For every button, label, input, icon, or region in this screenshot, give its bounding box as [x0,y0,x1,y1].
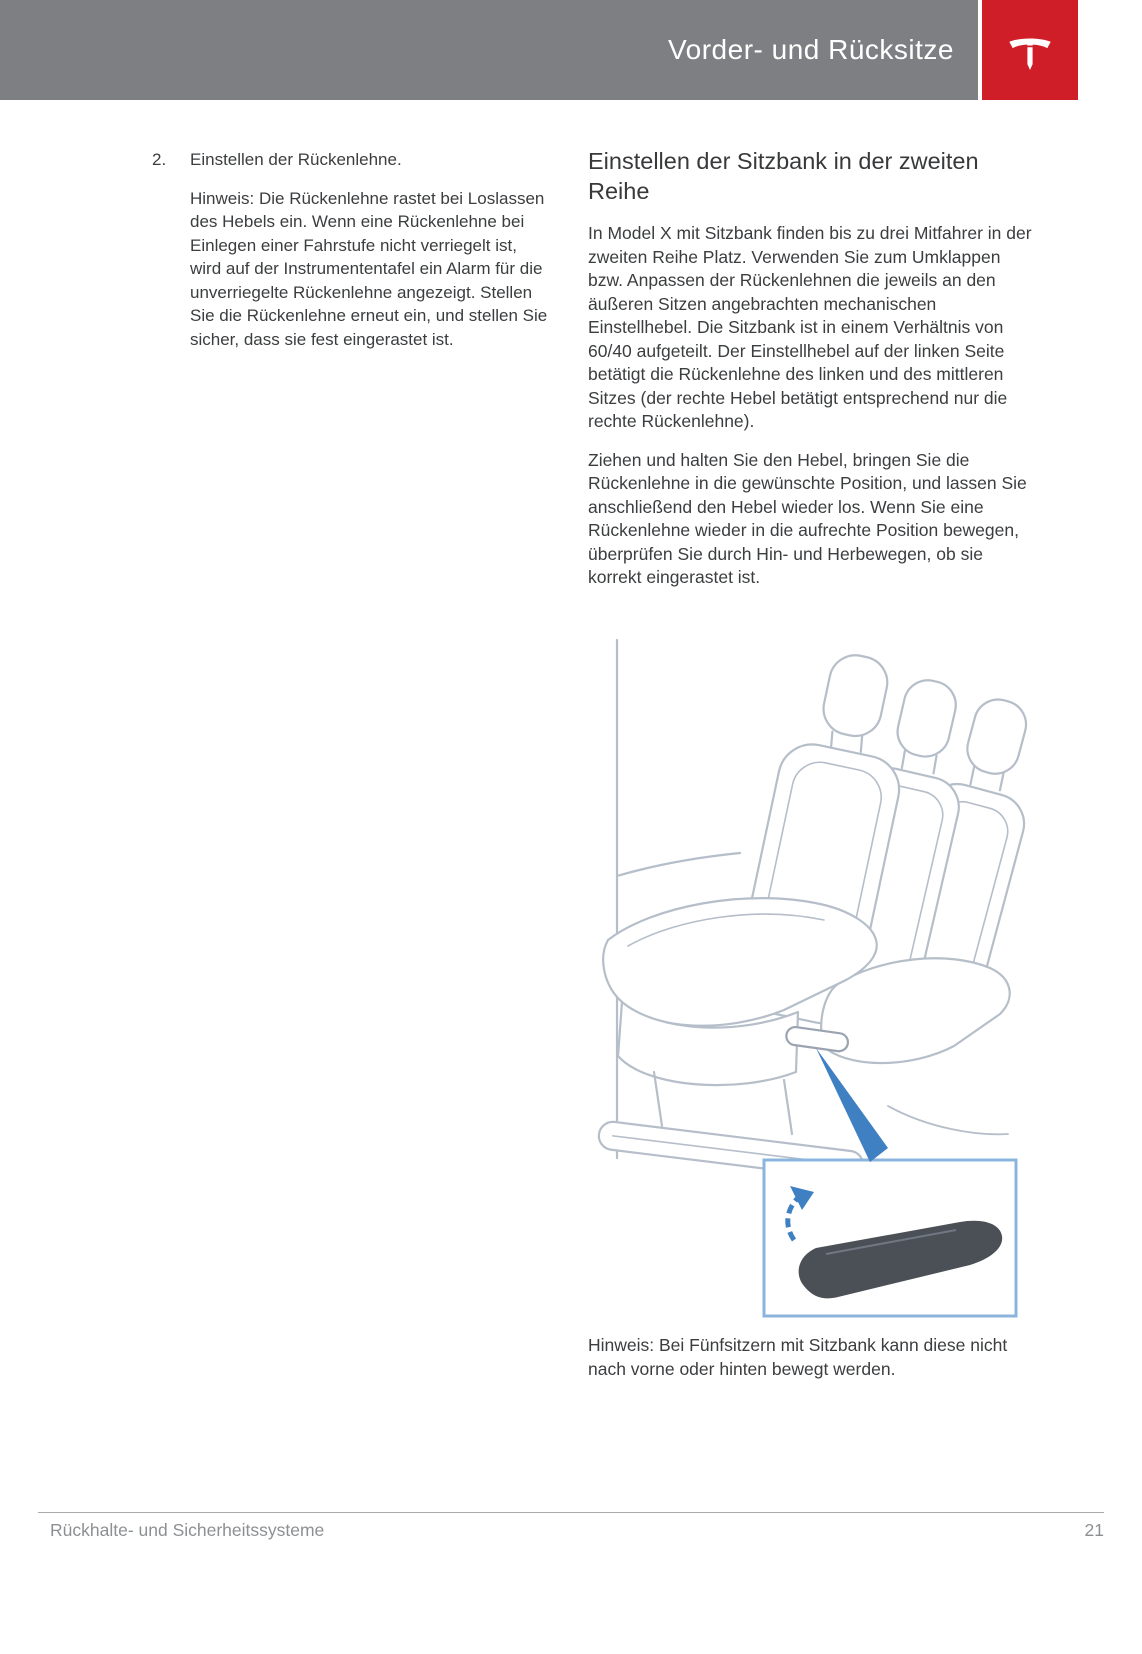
footer-page-number: 21 [1084,1520,1104,1540]
step-title: Einstellen der Rückenlehne. [190,150,402,169]
page-footer [38,1512,1104,1541]
page-title: Vorder- und Rücksitze [668,34,954,65]
section-seat-bench [588,146,1032,605]
figure-note: Hinweis: Bei Fünfsitzern mit Sitzbank kann diese nicht nach vorne oder hinten bewegt werden. [588,1335,1008,1379]
lever-inset-callout [764,1160,1016,1316]
seat-illustration-figure [588,636,1030,1330]
footer-section-title: Rückhalte- und Sicherheitssysteme [50,1520,325,1540]
section-paragraph-1: In Model X mit Sitzbank finden bis zu drei Mitfahrer in der zweiten Reihe Platz. Verwenden Sie zum Umklappen bzw. Anpassen der Rückenlehnen die jeweils an den äußeren Sitzen angebrachten mechanischen Einstellhebel. Die Sitzbank ist in einem Verhältnis von 60/40 aufgeteilt. Der Einstellhebel auf der linken Seite betätigt die Rückenlehne des linken und des mittleren Sitzes (der rechte Hebel betätigt entsprechend nur die rechte Rückenlehne). [588,223,1032,431]
section-heading: Einstellen der Sitzbank in der zweiten Reihe [588,148,979,204]
step-number: 2. [152,150,167,169]
step-note: Hinweis: Die Rückenlehne rastet bei Loslassen des Hebels ein. Wenn eine Rückenlehne bei Einlegen einer Fahrstufe nicht verriegelt ist, wird auf der Instrumententafel ein Alarm für die unverriegelte Rückenlehne angezeigt. Stellen Sie die Rückenlehne erneut ein, und stellen Sie sicher, dass sie fest eingerastet ist. [190,188,548,349]
callout-pointer-arrow [816,1048,888,1162]
step-head [152,148,550,172]
seat-illustration [588,636,1030,1330]
section-paragraph-2: Ziehen und halten Sie den Hebel, bringen Sie die Rückenlehne in die gewünschte Position, und lassen Sie anschließend den Hebel wieder los. Wenn Sie eine Rückenlehne wieder in die aufrechte Position bewegen, überprüfen Sie durch Hin- und Herbewegen, ob sie korrekt eingerastet ist. [588,449,1027,587]
step-item [152,148,550,351]
tesla-brand-box [982,0,1078,100]
tesla-logo-icon [1003,23,1057,77]
header-bar [0,0,978,100]
